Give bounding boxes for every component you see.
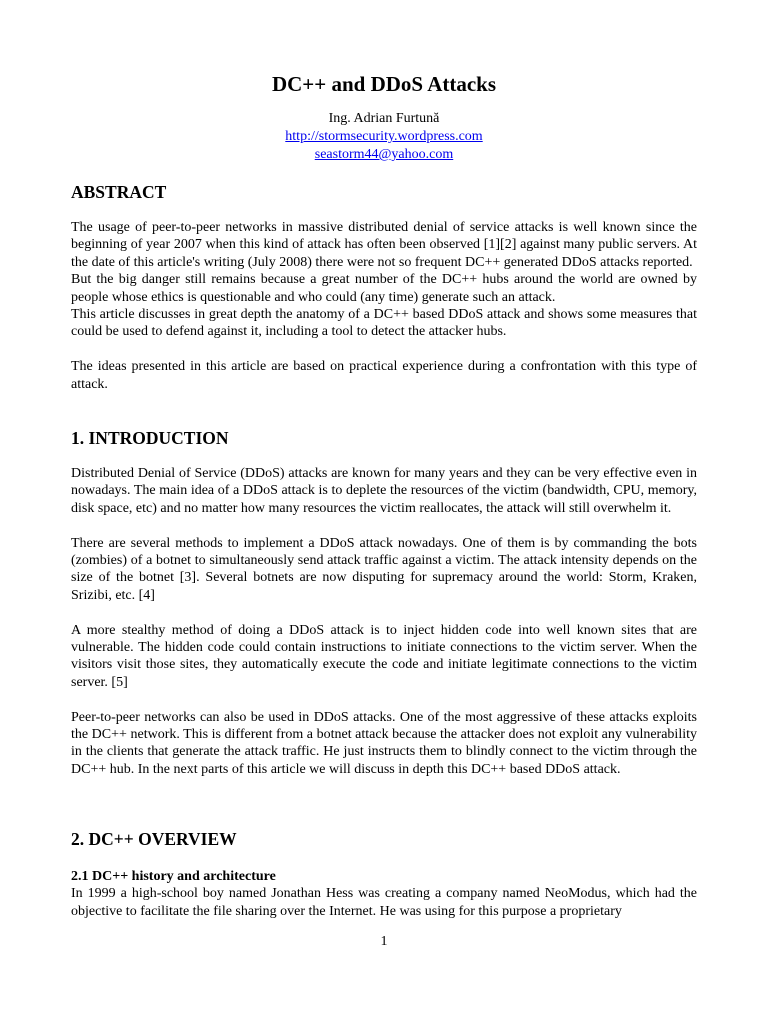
introduction-section xyxy=(71,427,697,778)
overview-subheading: 2.1 DC++ history and architecture xyxy=(71,869,276,884)
abstract-paragraph: The usage of peer-to-peer networks in massive distributed denial of service attacks is well known since the beginning of year 2007 when this kind of attack has often been observed [1][2] against many public servers. At the date of this article's writing (July 2008) there were not so frequent DC++ generated DDoS attacks reported. xyxy=(71,220,697,270)
website-link[interactable]: http://stormsecurity.wordpress.com xyxy=(285,129,483,144)
overview-heading: 2. DC++ OVERVIEW xyxy=(71,829,237,849)
introduction-paragraph: Distributed Denial of Service (DDoS) attacks are known for many years and they can be very effective even in nowadays. The main idea of a DDoS attack is to deplete the resources of the victim (bandwidth, CPU, memory, disk space, etc) and no matter how many resources the victim reallocates, the attack will still overwhelm it. xyxy=(71,466,697,516)
abstract-paragraph: The ideas presented in this article are based on practical experience during a confrontation with this type of attack. xyxy=(71,359,697,392)
page-number: 1 xyxy=(380,934,388,949)
abstract-heading: ABSTRACT xyxy=(71,182,167,202)
introduction-paragraph: There are several methods to implement a DDoS attack nowadays. One of them is by commanding the bots (zombies) of a botnet to simultaneously send attack traffic against a victim. The attack intensity depends on the size of the botnet [3]. Several botnets are now disputing for supremacy around the world: Storm, Kraken, Srizibi, etc. [4] xyxy=(71,535,697,603)
introduction-heading: 1. INTRODUCTION xyxy=(71,428,229,448)
introduction-paragraph: Peer-to-peer networks can also be used in DDoS attacks. One of the most aggressive of these attacks exploits the DC++ network. This is different from a botnet attack because the attacker does not exploit any vulnerability in the clients that generate the attack traffic. He just instructs them to blindly connect to the victim through the DC++ hub. In the next parts of this article we will discuss in depth this DC++ based DDoS attack. xyxy=(71,709,697,777)
abstract-paragraph: But the big danger still remains because a great number of the DC++ hubs around the world are owned by people whose ethics is questionable and who could (any time) generate such an attack. xyxy=(71,272,697,305)
author-block xyxy=(0,110,768,164)
overview-paragraph: In 1999 a high-school boy named Jonathan Hess was creating a company named NeoModus, which had the objective to facilitate the file sharing over the Internet. He was using for this purpose a proprietary xyxy=(71,886,697,919)
email-link[interactable]: seastorm44@yahoo.com xyxy=(314,147,454,162)
paper-title: DC++ and DDoS Attacks xyxy=(271,72,497,96)
abstract-section xyxy=(71,181,697,393)
author-name: Ing. Adrian Furtună xyxy=(328,111,440,126)
abstract-paragraph: This article discusses in great depth the anatomy of a DC++ based DDoS attack and shows some measures that could be used to defend against it, including a tool to detect the attacker hubs. xyxy=(71,307,697,340)
overview-section xyxy=(71,828,697,920)
introduction-paragraph: A more stealthy method of doing a DDoS attack is to inject hidden code into well known sites that are vulnerable. The hidden code could contain instructions to initiate connections to the victim server. When the visitors visit those sites, they automatically execute the code and initiate legitimate connections to the victim server. [5] xyxy=(71,622,697,690)
